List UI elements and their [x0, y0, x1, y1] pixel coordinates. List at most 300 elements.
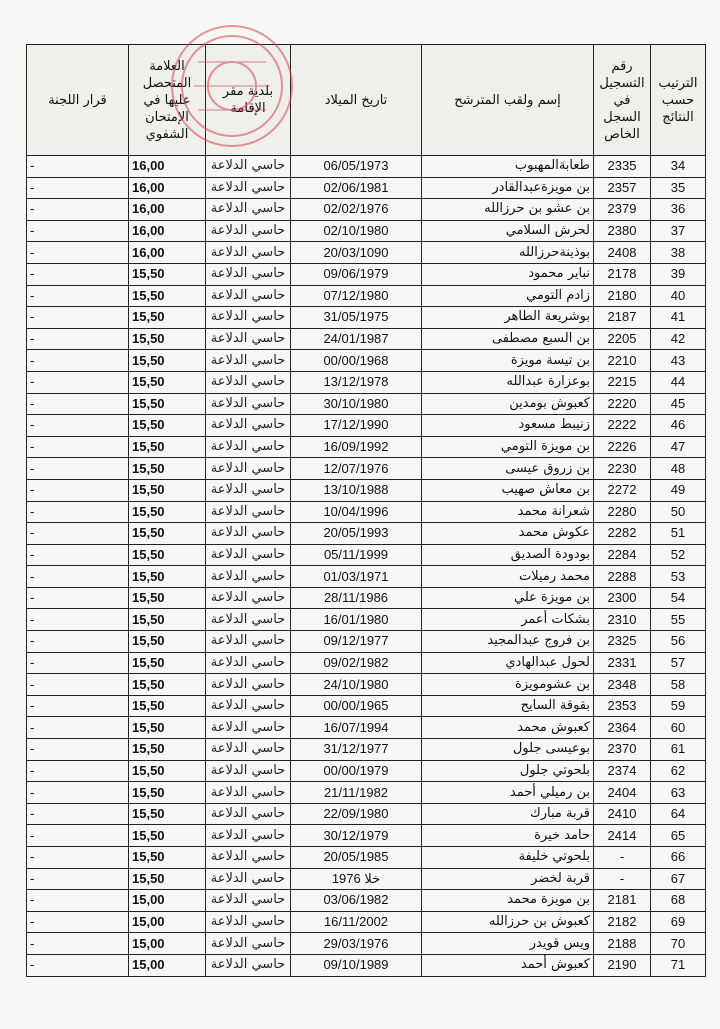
- row-grade: 15,00: [129, 911, 206, 933]
- row-grade: 15,50: [129, 544, 206, 566]
- row-grade: 15,50: [129, 587, 206, 609]
- row-birth-date: 20/05/1993: [291, 523, 422, 545]
- row-registration: 2300: [594, 587, 651, 609]
- row-decision: -: [27, 782, 129, 804]
- row-residence: حاسي الدلاعة: [206, 760, 291, 782]
- row-birth-date: 00/00/1965: [291, 695, 422, 717]
- row-grade: 15,50: [129, 263, 206, 285]
- row-registration: 2331: [594, 652, 651, 674]
- table-row: [27, 803, 706, 825]
- row-rank: 55: [651, 609, 706, 631]
- table-header: [27, 45, 706, 156]
- row-registration: 2357: [594, 177, 651, 199]
- row-registration: 2410: [594, 803, 651, 825]
- row-grade: 15,50: [129, 868, 206, 890]
- row-birth-date: 00/00/1968: [291, 350, 422, 372]
- row-birth-date: 13/12/1978: [291, 371, 422, 393]
- row-registration: 2408: [594, 242, 651, 264]
- row-birth-date: 06/05/1973: [291, 156, 422, 178]
- row-registration: 2284: [594, 544, 651, 566]
- row-residence: حاسي الدلاعة: [206, 825, 291, 847]
- row-residence: حاسي الدلاعة: [206, 717, 291, 739]
- row-decision: -: [27, 199, 129, 221]
- table-row: [27, 609, 706, 631]
- row-residence: حاسي الدلاعة: [206, 695, 291, 717]
- row-birth-date: 29/03/1976: [291, 933, 422, 955]
- row-birth-date: 02/10/1980: [291, 220, 422, 242]
- row-registration: 2374: [594, 760, 651, 782]
- row-decision: -: [27, 739, 129, 761]
- row-registration: 2335: [594, 156, 651, 178]
- row-name: زادم التومي: [422, 285, 594, 307]
- header-grade: العلامة المتحصل عليها في الإمتحان الشفوي: [129, 45, 206, 156]
- row-rank: 57: [651, 652, 706, 674]
- row-grade: 16,00: [129, 199, 206, 221]
- row-decision: -: [27, 674, 129, 696]
- row-birth-date: 16/01/1980: [291, 609, 422, 631]
- row-registration: 2379: [594, 199, 651, 221]
- row-birth-date: 30/10/1980: [291, 393, 422, 415]
- row-decision: -: [27, 307, 129, 329]
- row-residence: حاسي الدلاعة: [206, 415, 291, 437]
- row-name: بشكات أعمر: [422, 609, 594, 631]
- row-residence: حاسي الدلاعة: [206, 350, 291, 372]
- row-name: بن مويزة التومي: [422, 436, 594, 458]
- table-row: [27, 825, 706, 847]
- row-rank: 49: [651, 479, 706, 501]
- header-name: إسم ولقب المترشح: [422, 45, 594, 156]
- row-registration: 2348: [594, 674, 651, 696]
- row-birth-date: 16/09/1992: [291, 436, 422, 458]
- row-residence: حاسي الدلاعة: [206, 458, 291, 480]
- row-registration: 2310: [594, 609, 651, 631]
- row-residence: حاسي الدلاعة: [206, 609, 291, 631]
- table-row: [27, 415, 706, 437]
- row-decision: -: [27, 954, 129, 976]
- row-residence: حاسي الدلاعة: [206, 652, 291, 674]
- table-row: [27, 933, 706, 955]
- row-grade: 15,50: [129, 479, 206, 501]
- row-registration: 2188: [594, 933, 651, 955]
- table-row: [27, 371, 706, 393]
- row-residence: حاسي الدلاعة: [206, 566, 291, 588]
- row-rank: 45: [651, 393, 706, 415]
- table-row: [27, 285, 706, 307]
- row-residence: حاسي الدلاعة: [206, 199, 291, 221]
- table-row: [27, 847, 706, 869]
- row-grade: 15,50: [129, 652, 206, 674]
- table-row: [27, 458, 706, 480]
- row-decision: -: [27, 847, 129, 869]
- row-residence: حاسي الدلاعة: [206, 285, 291, 307]
- row-residence: حاسي الدلاعة: [206, 307, 291, 329]
- row-rank: 59: [651, 695, 706, 717]
- row-residence: حاسي الدلاعة: [206, 847, 291, 869]
- row-grade: 16,00: [129, 177, 206, 199]
- row-birth-date: 16/11/2002: [291, 911, 422, 933]
- row-decision: -: [27, 523, 129, 545]
- table-row: [27, 717, 706, 739]
- table-row: [27, 587, 706, 609]
- row-rank: 42: [651, 328, 706, 350]
- row-birth-date: 02/06/1981: [291, 177, 422, 199]
- row-grade: 15,00: [129, 890, 206, 912]
- row-grade: 15,50: [129, 847, 206, 869]
- row-decision: -: [27, 156, 129, 178]
- header-birth-date: تاريخ الميلاد: [291, 45, 422, 156]
- row-grade: 15,50: [129, 695, 206, 717]
- row-decision: -: [27, 544, 129, 566]
- row-name: بوذينةحرزالله: [422, 242, 594, 264]
- header-registration: رقم التسجيل في السجل الخاص: [594, 45, 651, 156]
- row-residence: حاسي الدلاعة: [206, 674, 291, 696]
- row-decision: -: [27, 501, 129, 523]
- row-rank: 48: [651, 458, 706, 480]
- row-decision: -: [27, 328, 129, 350]
- table-row: [27, 328, 706, 350]
- row-registration: 2220: [594, 393, 651, 415]
- row-grade: 15,50: [129, 501, 206, 523]
- row-registration: 2414: [594, 825, 651, 847]
- row-residence: حاسي الدلاعة: [206, 954, 291, 976]
- table-row: [27, 652, 706, 674]
- row-rank: 62: [651, 760, 706, 782]
- row-rank: 58: [651, 674, 706, 696]
- row-rank: 67: [651, 868, 706, 890]
- row-rank: 38: [651, 242, 706, 264]
- row-registration: 2222: [594, 415, 651, 437]
- row-registration: 2230: [594, 458, 651, 480]
- row-registration: 2210: [594, 350, 651, 372]
- row-registration: 2364: [594, 717, 651, 739]
- row-registration: 2380: [594, 220, 651, 242]
- row-decision: -: [27, 415, 129, 437]
- row-name: بن مويزة محمد: [422, 890, 594, 912]
- row-birth-date: 00/00/1979: [291, 760, 422, 782]
- table-row: [27, 177, 706, 199]
- row-registration: 2182: [594, 911, 651, 933]
- row-decision: -: [27, 177, 129, 199]
- row-grade: 15,50: [129, 436, 206, 458]
- row-birth-date: 09/10/1989: [291, 954, 422, 976]
- row-decision: -: [27, 436, 129, 458]
- table-row: [27, 199, 706, 221]
- row-residence: حاسي الدلاعة: [206, 803, 291, 825]
- row-rank: 60: [651, 717, 706, 739]
- results-sheet: [26, 44, 705, 977]
- table-row: [27, 760, 706, 782]
- row-name: كعبوش محمد: [422, 717, 594, 739]
- row-name: كعبوش أحمد: [422, 954, 594, 976]
- table-row: [27, 307, 706, 329]
- row-birth-date: 10/04/1996: [291, 501, 422, 523]
- table-row: [27, 695, 706, 717]
- row-decision: -: [27, 717, 129, 739]
- row-birth-date: 28/11/1986: [291, 587, 422, 609]
- row-name: بن عشو بن حرزالله: [422, 199, 594, 221]
- table-row: [27, 674, 706, 696]
- row-grade: 15,50: [129, 458, 206, 480]
- row-name: نباير محمود: [422, 263, 594, 285]
- row-grade: 15,50: [129, 371, 206, 393]
- row-registration: 2180: [594, 285, 651, 307]
- table-row: [27, 911, 706, 933]
- row-rank: 70: [651, 933, 706, 955]
- row-residence: حاسي الدلاعة: [206, 371, 291, 393]
- row-decision: -: [27, 242, 129, 264]
- row-name: بن رميلي أحمد: [422, 782, 594, 804]
- row-grade: 15,50: [129, 393, 206, 415]
- row-rank: 54: [651, 587, 706, 609]
- row-decision: -: [27, 652, 129, 674]
- row-name: بن فروج عبدالمجيد: [422, 631, 594, 653]
- row-name: بن عشومويزة: [422, 674, 594, 696]
- row-decision: -: [27, 803, 129, 825]
- row-rank: 46: [651, 415, 706, 437]
- row-name: بلحوتي خليفة: [422, 847, 594, 869]
- table-row: [27, 393, 706, 415]
- row-decision: -: [27, 890, 129, 912]
- row-rank: 56: [651, 631, 706, 653]
- row-rank: 61: [651, 739, 706, 761]
- row-grade: 15,50: [129, 285, 206, 307]
- row-grade: 15,50: [129, 523, 206, 545]
- table-row: [27, 890, 706, 912]
- row-birth-date: 16/07/1994: [291, 717, 422, 739]
- row-registration: 2215: [594, 371, 651, 393]
- row-registration: 2282: [594, 523, 651, 545]
- row-residence: حاسي الدلاعة: [206, 156, 291, 178]
- header-row: [27, 45, 706, 156]
- row-name: بن مويزة علي: [422, 587, 594, 609]
- row-birth-date: 07/12/1980: [291, 285, 422, 307]
- row-grade: 16,00: [129, 220, 206, 242]
- row-residence: حاسي الدلاعة: [206, 436, 291, 458]
- row-birth-date: 02/02/1976: [291, 199, 422, 221]
- row-rank: 44: [651, 371, 706, 393]
- row-birth-date: 24/01/1987: [291, 328, 422, 350]
- row-residence: حاسي الدلاعة: [206, 868, 291, 890]
- header-residence: بلدية مقر الإقامة: [206, 45, 291, 156]
- row-name: بن مويزةعبدالقادر: [422, 177, 594, 199]
- row-name: لحرش السلامي: [422, 220, 594, 242]
- row-residence: حاسي الدلاعة: [206, 739, 291, 761]
- row-birth-date: 30/12/1979: [291, 825, 422, 847]
- row-name: قربة مبارك: [422, 803, 594, 825]
- row-name: بقوقة السايح: [422, 695, 594, 717]
- row-registration: -: [594, 868, 651, 890]
- row-name: بوشريعة الطاهر: [422, 307, 594, 329]
- row-grade: 15,50: [129, 307, 206, 329]
- table-row: [27, 350, 706, 372]
- table-row: [27, 954, 706, 976]
- table-row: [27, 220, 706, 242]
- row-name: بوعزارة عبدالله: [422, 371, 594, 393]
- row-registration: 2404: [594, 782, 651, 804]
- row-birth-date: 09/02/1982: [291, 652, 422, 674]
- table-row: [27, 566, 706, 588]
- row-residence: حاسي الدلاعة: [206, 587, 291, 609]
- table-row: [27, 523, 706, 545]
- row-birth-date: 05/11/1999: [291, 544, 422, 566]
- row-registration: 2205: [594, 328, 651, 350]
- row-decision: -: [27, 220, 129, 242]
- row-name: بن زروق عيسى: [422, 458, 594, 480]
- table-row: [27, 263, 706, 285]
- row-residence: حاسي الدلاعة: [206, 242, 291, 264]
- row-registration: 2288: [594, 566, 651, 588]
- row-birth-date: 09/12/1977: [291, 631, 422, 653]
- row-birth-date: خلا 1976: [291, 868, 422, 890]
- row-residence: حاسي الدلاعة: [206, 544, 291, 566]
- header-rank: الترتيب حسب النتائج: [651, 45, 706, 156]
- table-row: [27, 436, 706, 458]
- row-birth-date: 24/10/1980: [291, 674, 422, 696]
- row-name: شعرانة محمد: [422, 501, 594, 523]
- table-row: [27, 868, 706, 890]
- row-decision: -: [27, 285, 129, 307]
- row-name: ويس قويدر: [422, 933, 594, 955]
- row-registration: 2190: [594, 954, 651, 976]
- row-birth-date: 01/03/1971: [291, 566, 422, 588]
- row-grade: 16,00: [129, 242, 206, 264]
- row-grade: 16,00: [129, 156, 206, 178]
- row-name: عكوش محمد: [422, 523, 594, 545]
- row-rank: 35: [651, 177, 706, 199]
- row-name: بوعيسى جلول: [422, 739, 594, 761]
- row-residence: حاسي الدلاعة: [206, 523, 291, 545]
- row-decision: -: [27, 458, 129, 480]
- row-registration: 2226: [594, 436, 651, 458]
- row-decision: -: [27, 911, 129, 933]
- row-grade: 15,50: [129, 825, 206, 847]
- row-residence: حاسي الدلاعة: [206, 933, 291, 955]
- row-rank: 71: [651, 954, 706, 976]
- table-row: [27, 544, 706, 566]
- row-decision: -: [27, 609, 129, 631]
- row-residence: حاسي الدلاعة: [206, 177, 291, 199]
- row-rank: 41: [651, 307, 706, 329]
- row-birth-date: 22/09/1980: [291, 803, 422, 825]
- row-residence: حاسي الدلاعة: [206, 631, 291, 653]
- row-rank: 47: [651, 436, 706, 458]
- row-decision: -: [27, 566, 129, 588]
- row-rank: 40: [651, 285, 706, 307]
- row-decision: -: [27, 868, 129, 890]
- row-grade: 15,50: [129, 415, 206, 437]
- row-grade: 15,50: [129, 717, 206, 739]
- row-grade: 15,50: [129, 350, 206, 372]
- header-decision: قرار اللجنة: [27, 45, 129, 156]
- row-registration: 2280: [594, 501, 651, 523]
- row-residence: حاسي الدلاعة: [206, 328, 291, 350]
- row-name: بن السبع مصطفى: [422, 328, 594, 350]
- row-rank: 34: [651, 156, 706, 178]
- row-rank: 36: [651, 199, 706, 221]
- row-rank: 37: [651, 220, 706, 242]
- row-registration: 2187: [594, 307, 651, 329]
- row-rank: 43: [651, 350, 706, 372]
- row-decision: -: [27, 587, 129, 609]
- table-body: [27, 156, 706, 977]
- row-grade: 15,50: [129, 674, 206, 696]
- row-name: بودودة الصديق: [422, 544, 594, 566]
- row-rank: 68: [651, 890, 706, 912]
- results-table: [26, 44, 706, 977]
- row-registration: 2325: [594, 631, 651, 653]
- row-rank: 65: [651, 825, 706, 847]
- row-name: بن معاش صهيب: [422, 479, 594, 501]
- row-birth-date: 12/07/1976: [291, 458, 422, 480]
- row-decision: -: [27, 371, 129, 393]
- row-decision: -: [27, 825, 129, 847]
- row-residence: حاسي الدلاعة: [206, 911, 291, 933]
- row-name: زنيبط مسعود: [422, 415, 594, 437]
- row-name: لحول عبدالهادي: [422, 652, 594, 674]
- row-birth-date: 09/06/1979: [291, 263, 422, 285]
- row-registration: -: [594, 847, 651, 869]
- table-row: [27, 631, 706, 653]
- row-decision: -: [27, 263, 129, 285]
- row-grade: 15,50: [129, 566, 206, 588]
- row-decision: -: [27, 695, 129, 717]
- row-birth-date: 03/06/1982: [291, 890, 422, 912]
- row-residence: حاسي الدلاعة: [206, 393, 291, 415]
- row-birth-date: 21/11/1982: [291, 782, 422, 804]
- row-registration: 2353: [594, 695, 651, 717]
- table-row: [27, 739, 706, 761]
- row-birth-date: 31/05/1975: [291, 307, 422, 329]
- table-row: [27, 479, 706, 501]
- row-name: قربة لخضر: [422, 868, 594, 890]
- row-rank: 63: [651, 782, 706, 804]
- row-name: بلحوتي جلول: [422, 760, 594, 782]
- row-grade: 15,00: [129, 933, 206, 955]
- row-birth-date: 20/03/1090: [291, 242, 422, 264]
- row-decision: -: [27, 760, 129, 782]
- row-grade: 15,50: [129, 760, 206, 782]
- table-row: [27, 782, 706, 804]
- row-decision: -: [27, 350, 129, 372]
- table-row: [27, 242, 706, 264]
- row-rank: 39: [651, 263, 706, 285]
- row-grade: 15,50: [129, 609, 206, 631]
- row-rank: 53: [651, 566, 706, 588]
- row-registration: 2181: [594, 890, 651, 912]
- row-grade: 15,00: [129, 954, 206, 976]
- row-birth-date: 20/05/1985: [291, 847, 422, 869]
- row-grade: 15,50: [129, 782, 206, 804]
- table-row: [27, 156, 706, 178]
- row-grade: 15,50: [129, 631, 206, 653]
- row-grade: 15,50: [129, 328, 206, 350]
- row-name: محمد رميلات: [422, 566, 594, 588]
- row-grade: 15,50: [129, 739, 206, 761]
- row-residence: حاسي الدلاعة: [206, 782, 291, 804]
- row-decision: -: [27, 933, 129, 955]
- row-decision: -: [27, 631, 129, 653]
- row-rank: 52: [651, 544, 706, 566]
- row-registration: 2178: [594, 263, 651, 285]
- row-grade: 15,50: [129, 803, 206, 825]
- table-row: [27, 501, 706, 523]
- row-birth-date: 31/12/1977: [291, 739, 422, 761]
- row-rank: 64: [651, 803, 706, 825]
- row-rank: 50: [651, 501, 706, 523]
- row-name: بن تيسة مويزة: [422, 350, 594, 372]
- row-birth-date: 13/10/1988: [291, 479, 422, 501]
- row-registration: 2370: [594, 739, 651, 761]
